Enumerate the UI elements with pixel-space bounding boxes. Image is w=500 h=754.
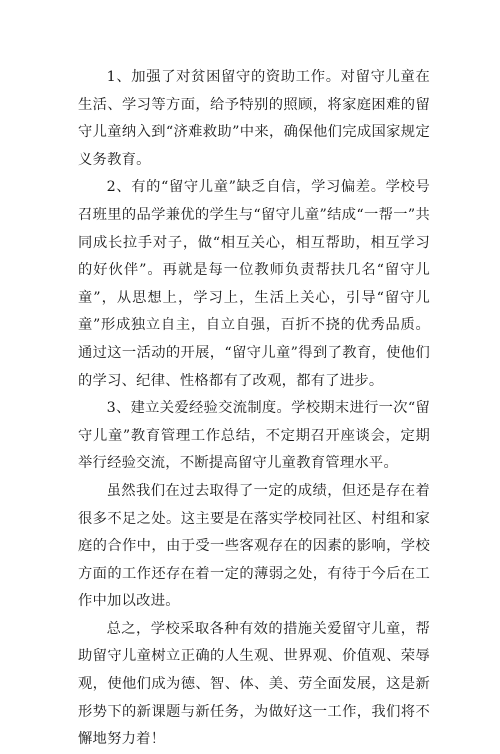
paragraph-funding-support: 1、加强了对贫困留守的资助工作。对留守儿童在生活、学习等方面，给予特别的照顾，将家庭困难的留守儿童纳入到“济难救助”中来，确保他们完成国家规定义务教育。 <box>78 69 430 168</box>
paragraph-experience-exchange: 3、建立关爱经验交流制度。学校期末进行一次“留守儿童”教育管理工作总结，不定期召开座谈会，定期举行经验交流，不断提高留守儿童教育管理水平。 <box>78 400 430 472</box>
paragraph-shortcomings: 虽然我们在过去取得了一定的成绩，但还是存在着很多不足之处。这主要是在落实学校同社区、村组和家庭的合作中，由于受一些客观存在的因素的影响，学校方面的工作还存在着一定的薄弱之处，有待于今后在工作中加以改进。 <box>78 482 430 610</box>
paragraph-conclusion: 总之，学校采取各种有效的措施关爱留守儿童，帮助留守儿童树立正确的人生观、世界观、价值观、荣辱观，使他们成为德、智、体、美、劳全面发展，这是新形势下的新课题与新任务，为做好这一工作，我们将不懈地努力着！ <box>78 620 430 748</box>
document-body <box>78 64 430 754</box>
paragraph-mutual-help: 2、有的“留守儿童”缺乏自信，学习偏差。学校号召班里的品学兼优的学生与“留守儿童”结成“一帮一”共同成长拉手对子，做“相互关心，相互帮助，相互学习的好伙伴”。再就是每一位教师负责帮扶几名“留守儿童”，从思想上，学习上，生活上关心，引导“留守儿童”形成独立自主，自立自强，百折不挠的优秀品质。通过这一活动的开展，“留守儿童”得到了教育，使他们的学习、纪律、性格都有了改观，都有了进步。 <box>78 179 430 389</box>
